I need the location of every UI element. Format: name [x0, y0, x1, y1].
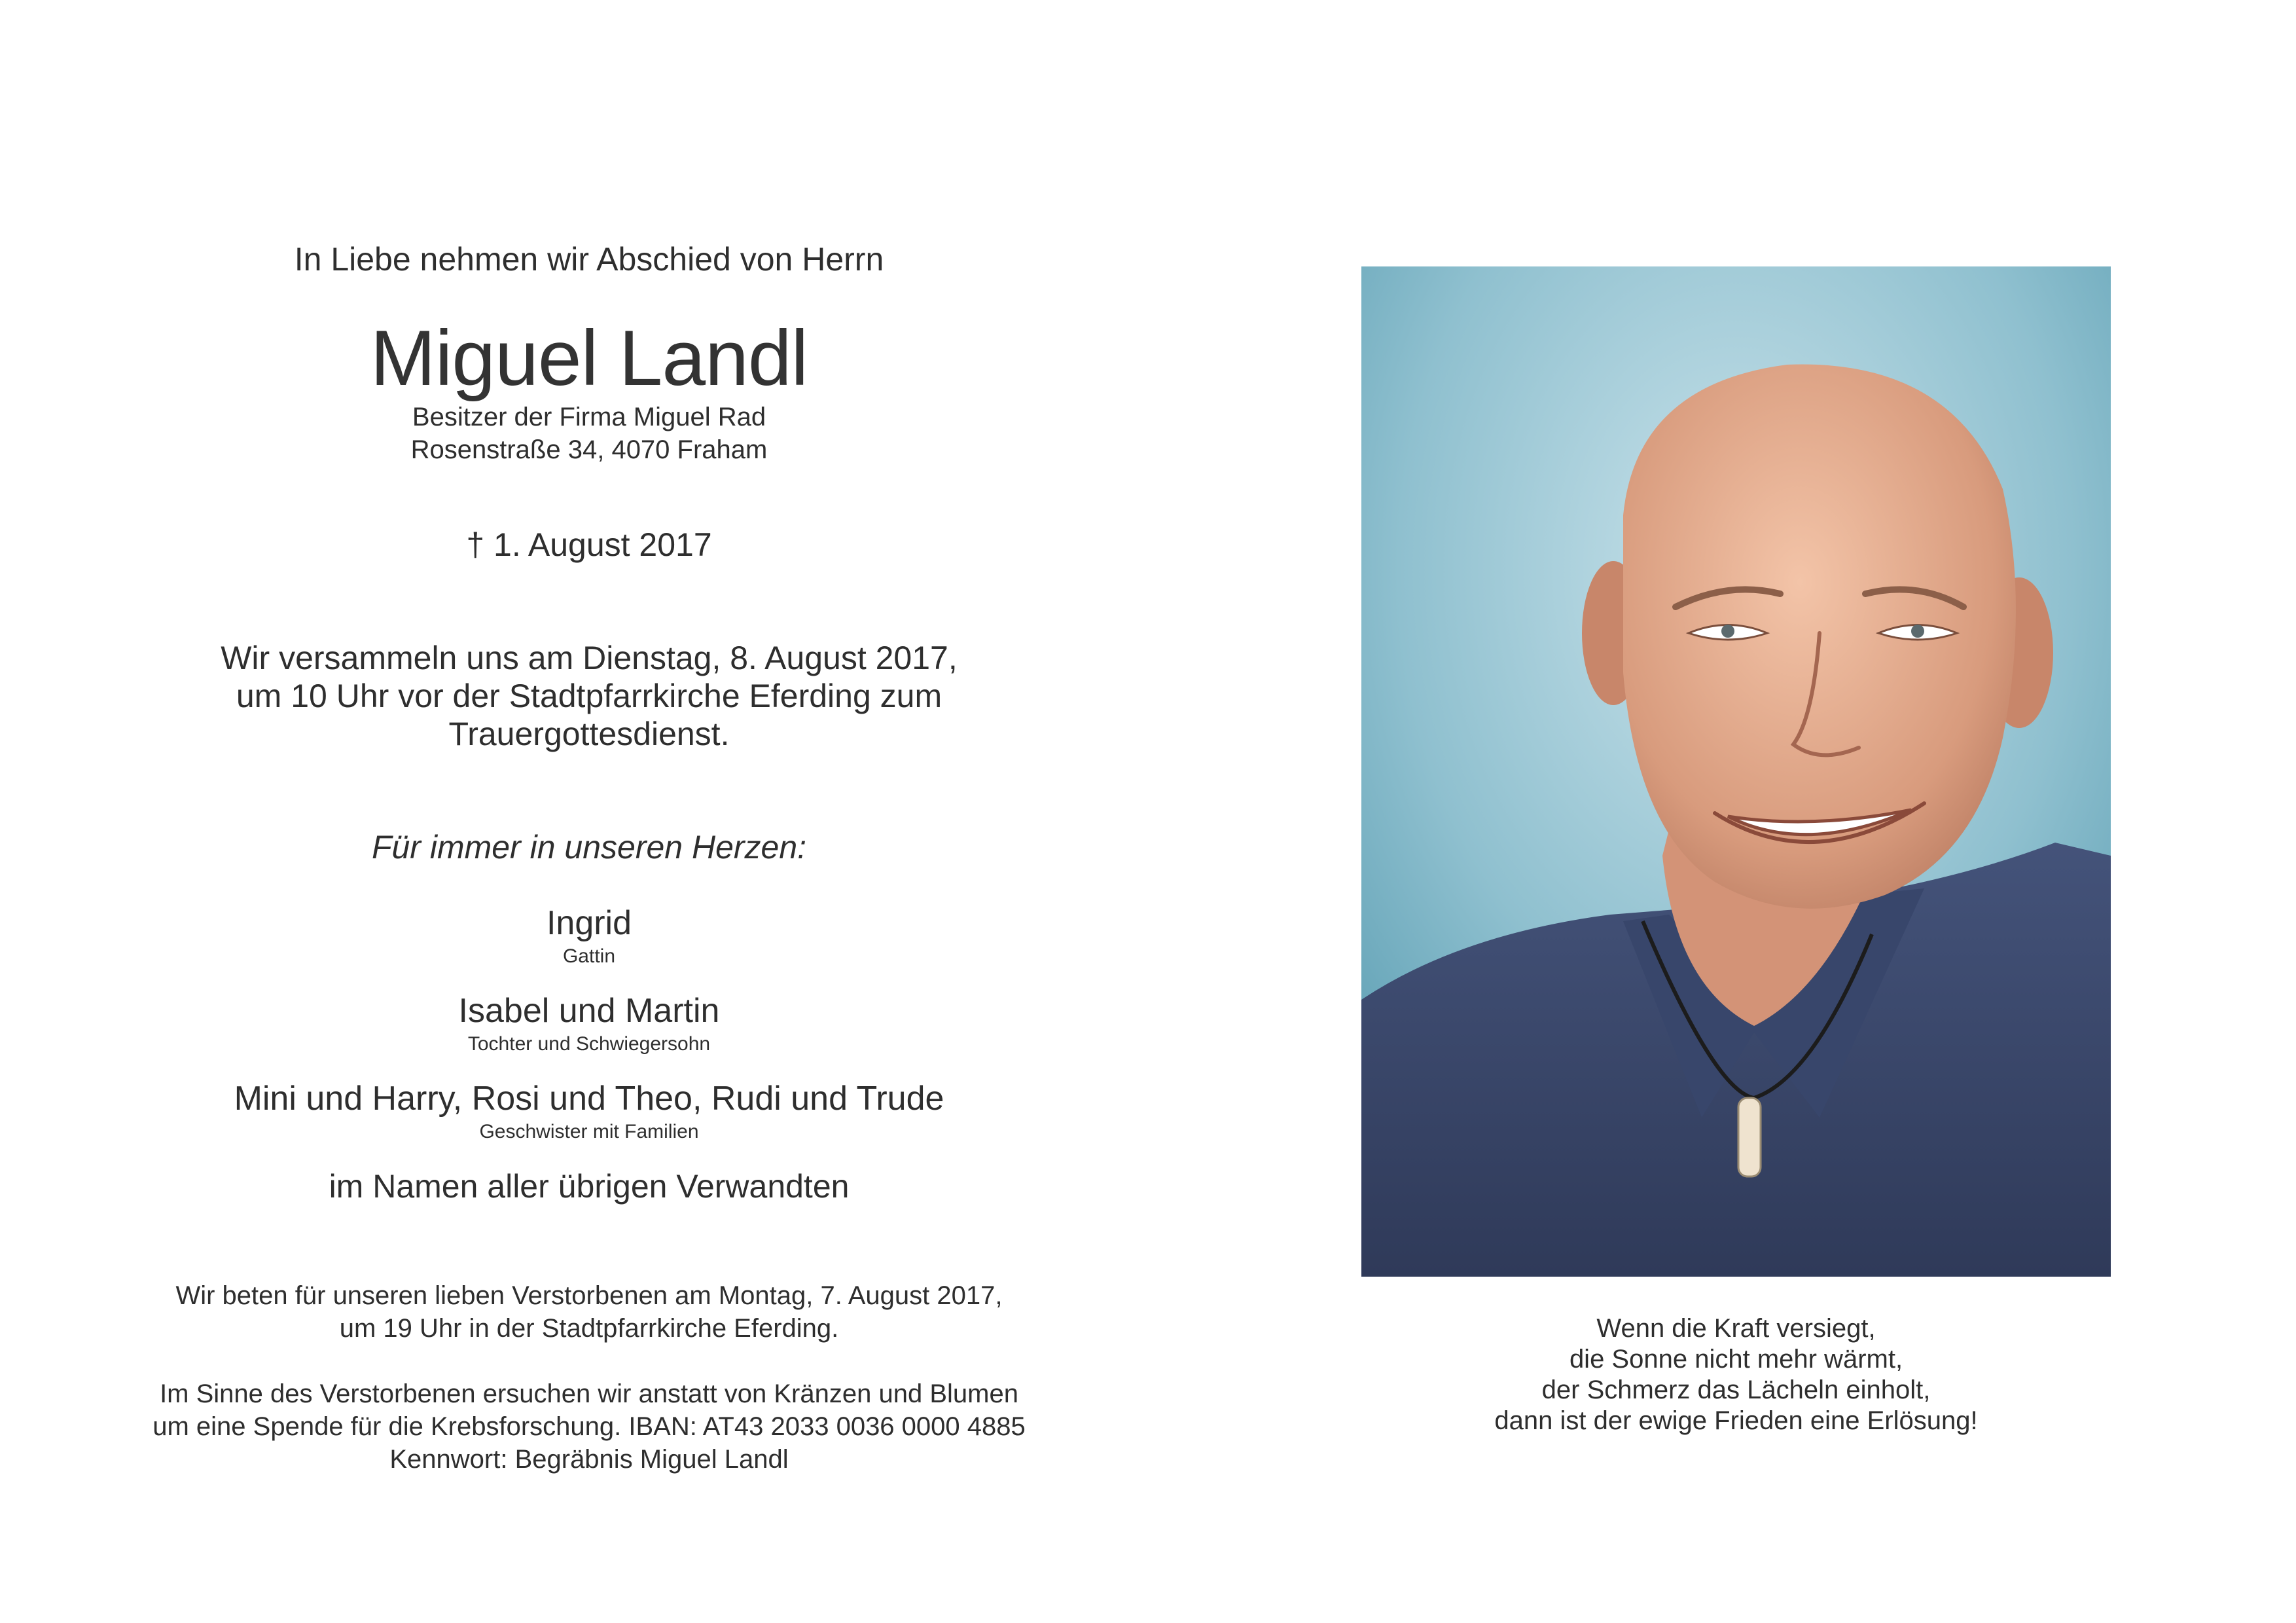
memorial-poem [1361, 1313, 2111, 1436]
relative-role: Tochter und Schwiegersohn [467, 1033, 711, 1055]
relative-name: Isabel und Martin [458, 992, 720, 1030]
gathering-line: Wir versammeln uns am Dienstag, 8. August 2017, [221, 640, 958, 676]
portrait-photo [1361, 266, 2111, 1277]
death-date: † 1. August 2017 [466, 526, 712, 563]
donation-line: um eine Spende für die Krebsforschung. IBAN: AT43 2033 0036 0000 4885 [152, 1412, 1026, 1441]
gathering-notice [65, 639, 1113, 753]
relative-role: Gattin [562, 945, 616, 967]
poem-line: Wenn die Kraft versiegt, [1596, 1314, 1876, 1343]
forever-heading: Für immer in unseren Herzen: [371, 829, 807, 866]
poem-line: der Schmerz das Lächeln einholt, [1541, 1376, 1931, 1404]
deceased-name: Miguel Landl [370, 314, 808, 402]
relative-name: Mini und Harry, Rosi und Theo, Rudi und Trude [234, 1080, 944, 1118]
donation-line: Kennwort: Begräbnis Miguel Landl [389, 1445, 789, 1474]
donation-notice [65, 1377, 1113, 1476]
others-line: im Namen aller übrigen Verwandten [329, 1168, 850, 1205]
prayer-line: Wir beten für unseren lieben Verstorbenen am Montag, 7. August 2017, [175, 1281, 1003, 1310]
intro-line: In Liebe nehmen wir Abschied von Herrn [294, 241, 884, 278]
poem-line: die Sonne nicht mehr wärmt, [1569, 1345, 1903, 1374]
relative-role: Geschwister mit Familien [479, 1121, 699, 1142]
relative-name: Ingrid [546, 904, 632, 942]
prayer-line: um 19 Uhr in der Stadtpfarrkirche Eferding. [339, 1314, 839, 1343]
gathering-line: um 10 Uhr vor der Stadtpfarrkirche Eferding zum [236, 678, 942, 714]
poem-line: dann ist der ewige Frieden eine Erlösung! [1494, 1406, 1978, 1435]
portrait-illustration [1361, 266, 2111, 1277]
deceased-title: Besitzer der Firma Miguel Rad [412, 403, 766, 431]
prayer-notice [65, 1279, 1113, 1345]
deceased-address: Rosenstraße 34, 4070 Fraham [410, 435, 768, 464]
gathering-line: Trauergottesdienst. [448, 716, 730, 752]
obituary-text-column [65, 0, 1113, 1623]
donation-line: Im Sinne des Verstorbenen ersuchen wir anstatt von Kränzen und Blumen [160, 1379, 1018, 1408]
